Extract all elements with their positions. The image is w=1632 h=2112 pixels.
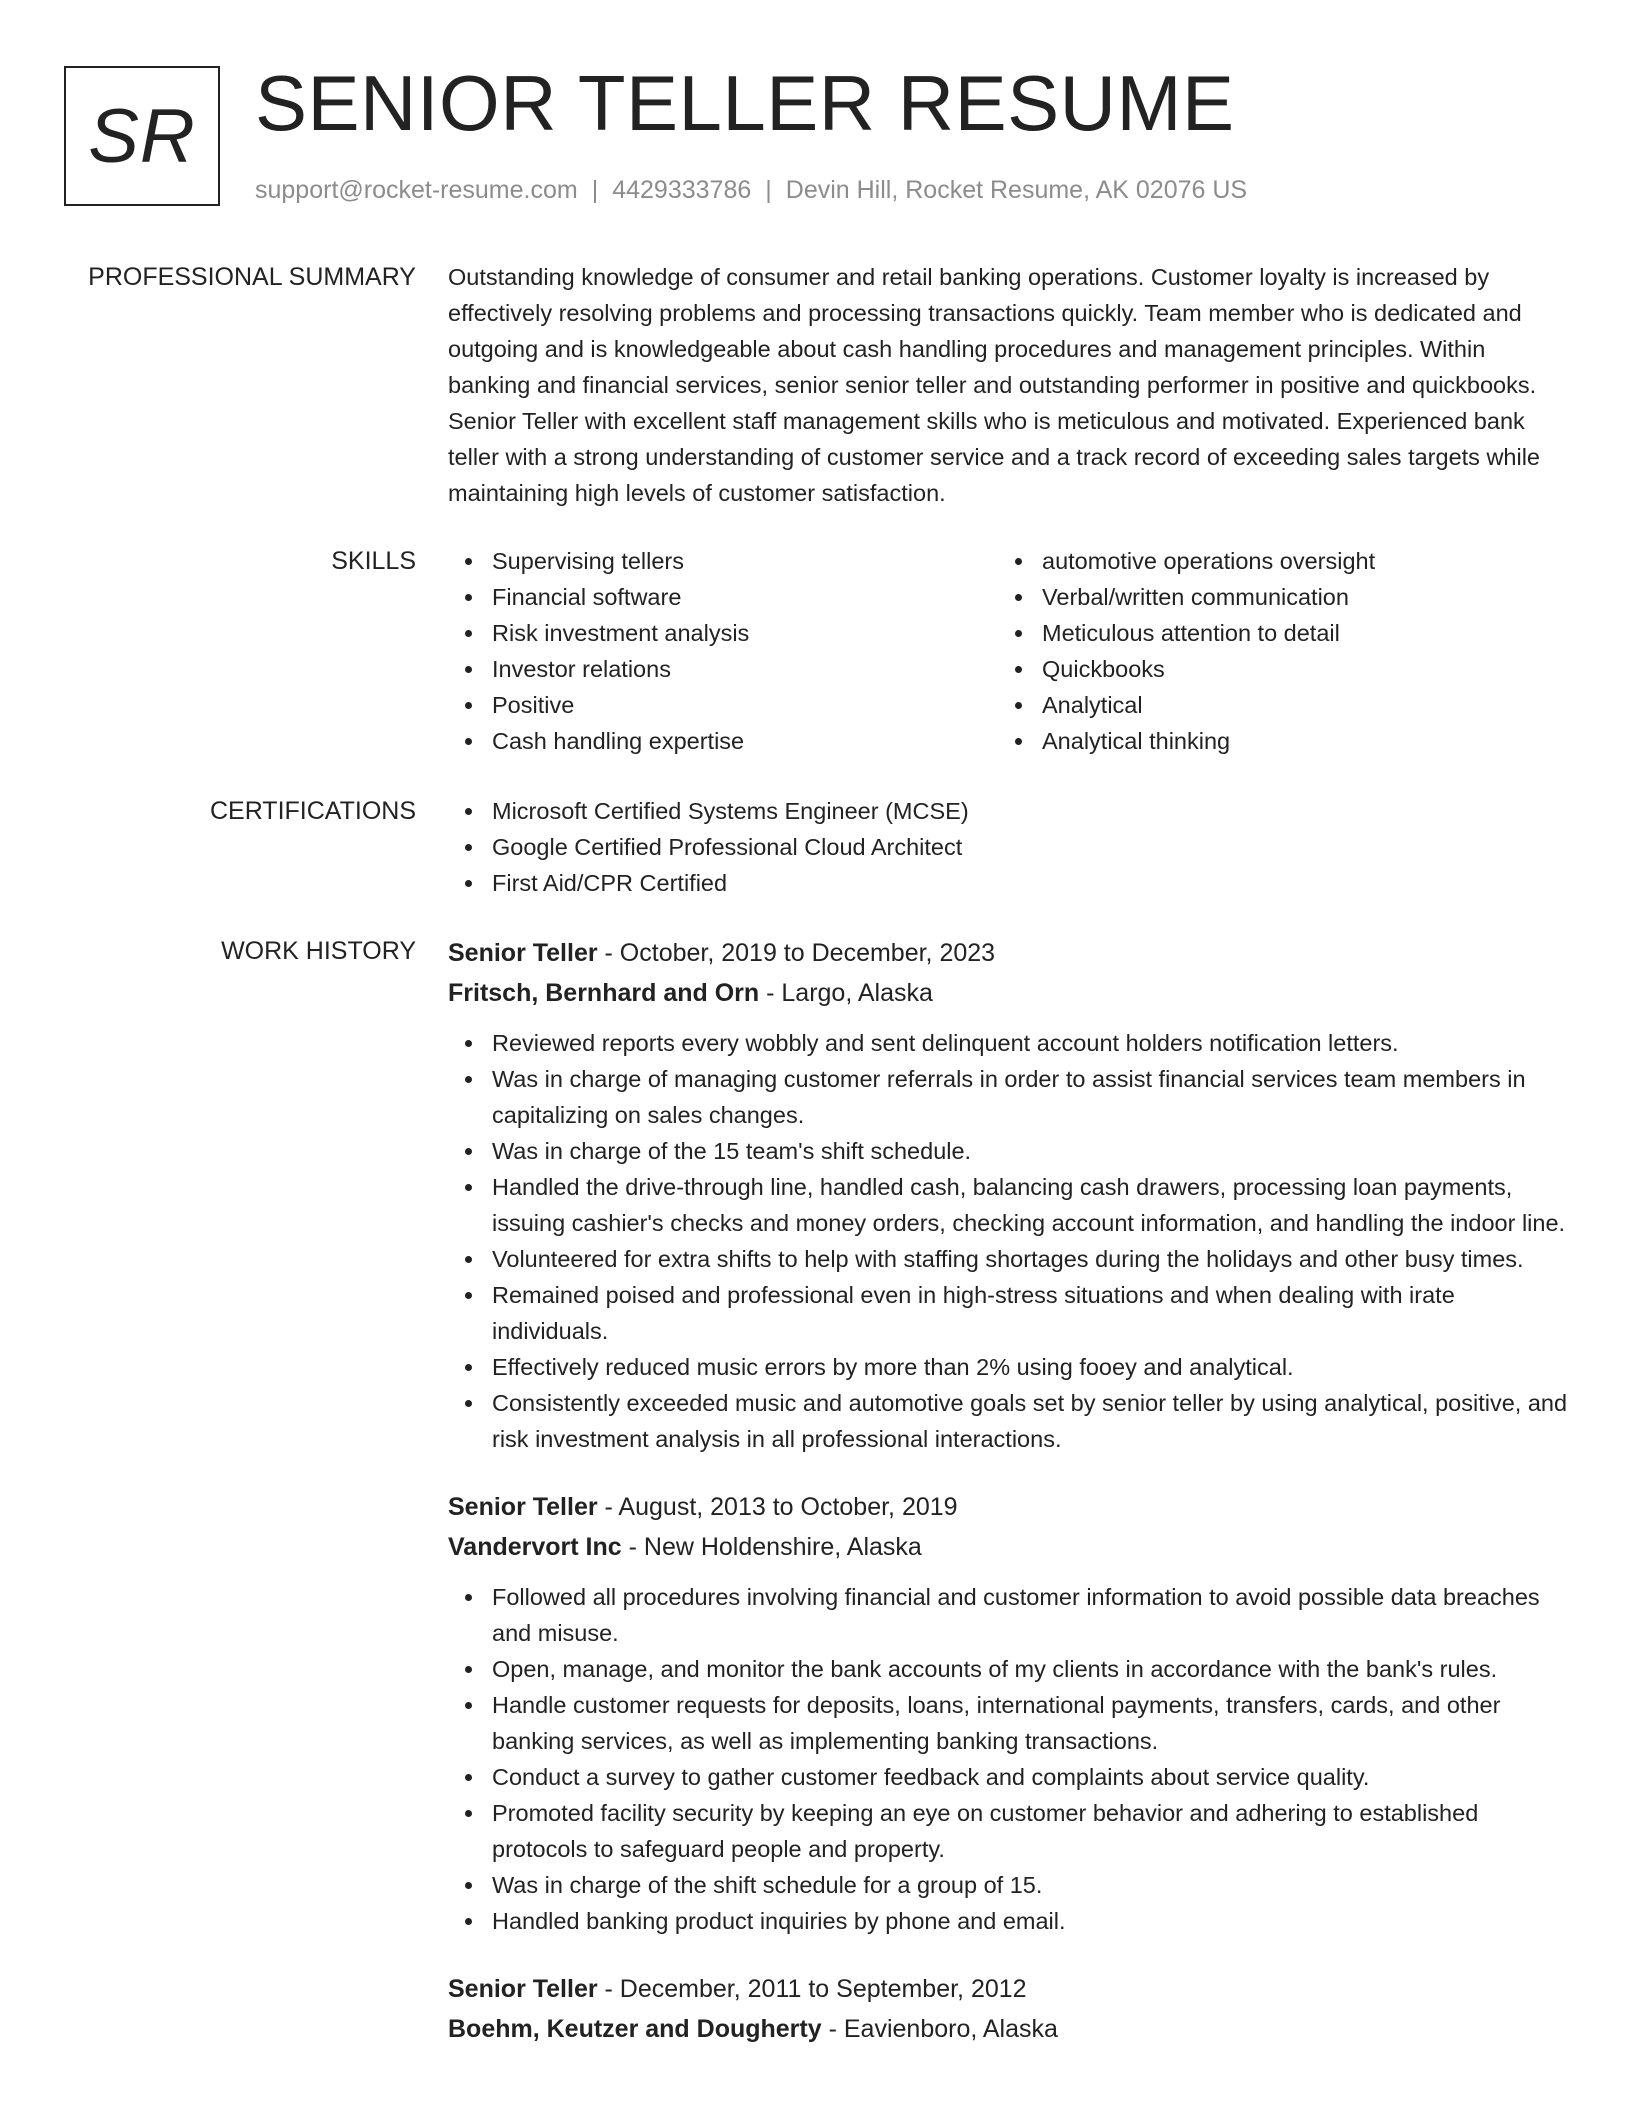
- job-company: Fritsch, Bernhard and Orn: [448, 979, 760, 1007]
- job-title-line: [448, 1969, 1568, 2009]
- job-location: - Largo, Alaska: [759, 979, 933, 1007]
- skill-item: Analytical: [998, 687, 1548, 723]
- job-company-line: [448, 2009, 1568, 2049]
- contact-address: Devin Hill, Rocket Resume, AK 02076 US: [785, 176, 1248, 204]
- job-duty: Volunteered for extra shifts to help with staffing shortages during the holidays and other busy times.: [448, 1241, 1568, 1277]
- job-duty: Handled banking product inquiries by phone and email.: [448, 1903, 1568, 1939]
- job-title-line: [448, 933, 1568, 973]
- skill-item: Quickbooks: [998, 651, 1548, 687]
- job-location: - New Holdenshire, Alaska: [621, 1533, 922, 1561]
- contact-separator: |: [765, 176, 772, 204]
- job-dates: - October, 2019 to December, 2023: [597, 939, 996, 967]
- job-duties-list: [448, 1579, 1568, 1939]
- job-duty: Consistently exceeded music and automotive goals set by senior teller by using analytical, positive, and risk investment analysis in all professional interactions.: [448, 1385, 1568, 1457]
- job-duty: Handled the drive-through line, handled cash, balancing cash drawers, processing loan payments, issuing cashier's checks and money orders, checking account information, and handling the indoor line.: [448, 1169, 1568, 1241]
- monogram-text: SR: [88, 93, 196, 179]
- job-duty: Followed all procedures involving financial and customer information to avoid possible data breaches and misuse.: [448, 1579, 1568, 1651]
- job-duty: Handle customer requests for deposits, loans, international payments, transfers, cards, and other banking services, as well as implementing banking transactions.: [448, 1687, 1568, 1759]
- certifications-body: [448, 793, 1568, 901]
- section-label-certifications: CERTIFICATIONS: [209, 797, 416, 825]
- job-title: Senior Teller: [448, 939, 598, 967]
- job-entry: [448, 1969, 1568, 2049]
- job-duty: Was in charge of the shift schedule for a group of 15.: [448, 1867, 1568, 1903]
- skill-item: Financial software: [448, 579, 998, 615]
- section-label-summary: PROFESSIONAL SUMMARY: [88, 263, 416, 291]
- job-company-line: [448, 1527, 1568, 1567]
- certification-item: Google Certified Professional Cloud Architect: [448, 829, 1568, 865]
- contact-line: [255, 172, 1247, 208]
- work-history-body: [448, 933, 1568, 2079]
- job-duty: Reviewed reports every wobbly and sent delinquent account holders notification letters.: [448, 1025, 1568, 1061]
- certification-item: First Aid/CPR Certified: [448, 865, 1568, 901]
- skills-list-left: [448, 543, 998, 759]
- job-entry: [448, 1487, 1568, 1939]
- skills-body: [448, 543, 1568, 759]
- job-location: - Eavienboro, Alaska: [821, 2015, 1058, 2043]
- job-dates: - August, 2013 to October, 2019: [597, 1493, 958, 1521]
- contact-separator: |: [591, 176, 599, 204]
- job-duty: Open, manage, and monitor the bank accounts of my clients in accordance with the bank's rules.: [448, 1651, 1568, 1687]
- skill-item: Verbal/written communication: [998, 579, 1548, 615]
- job-dates: - December, 2011 to September, 2012: [597, 1975, 1027, 2003]
- job-duty: Conduct a survey to gather customer feedback and complaints about service quality.: [448, 1759, 1568, 1795]
- section-label-skills: SKILLS: [331, 547, 416, 575]
- summary-body: [448, 259, 1568, 511]
- skill-item: Analytical thinking: [998, 723, 1548, 759]
- monogram-logo: [64, 66, 220, 206]
- contact-phone: 4429333786: [612, 176, 752, 204]
- skill-item: automotive operations oversight: [998, 543, 1548, 579]
- job-duties-list: [448, 1025, 1568, 1457]
- skill-item: Risk investment analysis: [448, 615, 998, 651]
- job-title: Senior Teller: [448, 1975, 598, 2003]
- contact-email: support@rocket-resume.com: [255, 176, 578, 204]
- summary-text: Outstanding knowledge of consumer and retail banking operations. Customer loyalty is increased by effectively resolving problems and processing transactions quickly. Team member who is dedicated and outgoing and is knowledgeable about cash handling procedures and management principles. Within banking and financial services, senior senior teller and outstanding performer in positive and quickbooks. Senior Teller with excellent staff management skills who is meticulous and motivated. Experienced bank teller with a strong understanding of customer service and a track record of exceeding sales targets while maintaining high levels of customer satisfaction.: [448, 264, 1541, 506]
- job-company: Vandervort Inc: [448, 1533, 622, 1561]
- skill-item: Positive: [448, 687, 998, 723]
- job-duty: Effectively reduced music errors by more than 2% using fooey and analytical.: [448, 1349, 1568, 1385]
- skill-item: Meticulous attention to detail: [998, 615, 1548, 651]
- job-title: Senior Teller: [448, 1493, 598, 1521]
- job-company: Boehm, Keutzer and Dougherty: [448, 2015, 822, 2043]
- job-duty: Was in charge of managing customer referrals in order to assist financial services team members in capitalizing on sales changes.: [448, 1061, 1568, 1133]
- skill-item: Cash handling expertise: [448, 723, 998, 759]
- skill-item: Supervising tellers: [448, 543, 998, 579]
- job-duty: Was in charge of the 15 team's shift schedule.: [448, 1133, 1568, 1169]
- skills-grid: [448, 543, 1568, 759]
- skill-item: Investor relations: [448, 651, 998, 687]
- job-duty: Remained poised and professional even in high-stress situations and when dealing with irate individuals.: [448, 1277, 1568, 1349]
- skills-list-right: [998, 543, 1548, 759]
- certification-item: Microsoft Certified Systems Engineer (MCSE): [448, 793, 1568, 829]
- section-label-work-history: WORK HISTORY: [221, 937, 416, 965]
- job-company-line: [448, 973, 1568, 1013]
- job-title-line: [448, 1487, 1568, 1527]
- certifications-list: [448, 793, 1568, 901]
- job-entry: [448, 933, 1568, 1457]
- job-duty: Promoted facility security by keeping an eye on customer behavior and adhering to established protocols to safeguard people and property.: [448, 1795, 1568, 1867]
- page-title: SENIOR TELLER RESUME: [255, 59, 1235, 147]
